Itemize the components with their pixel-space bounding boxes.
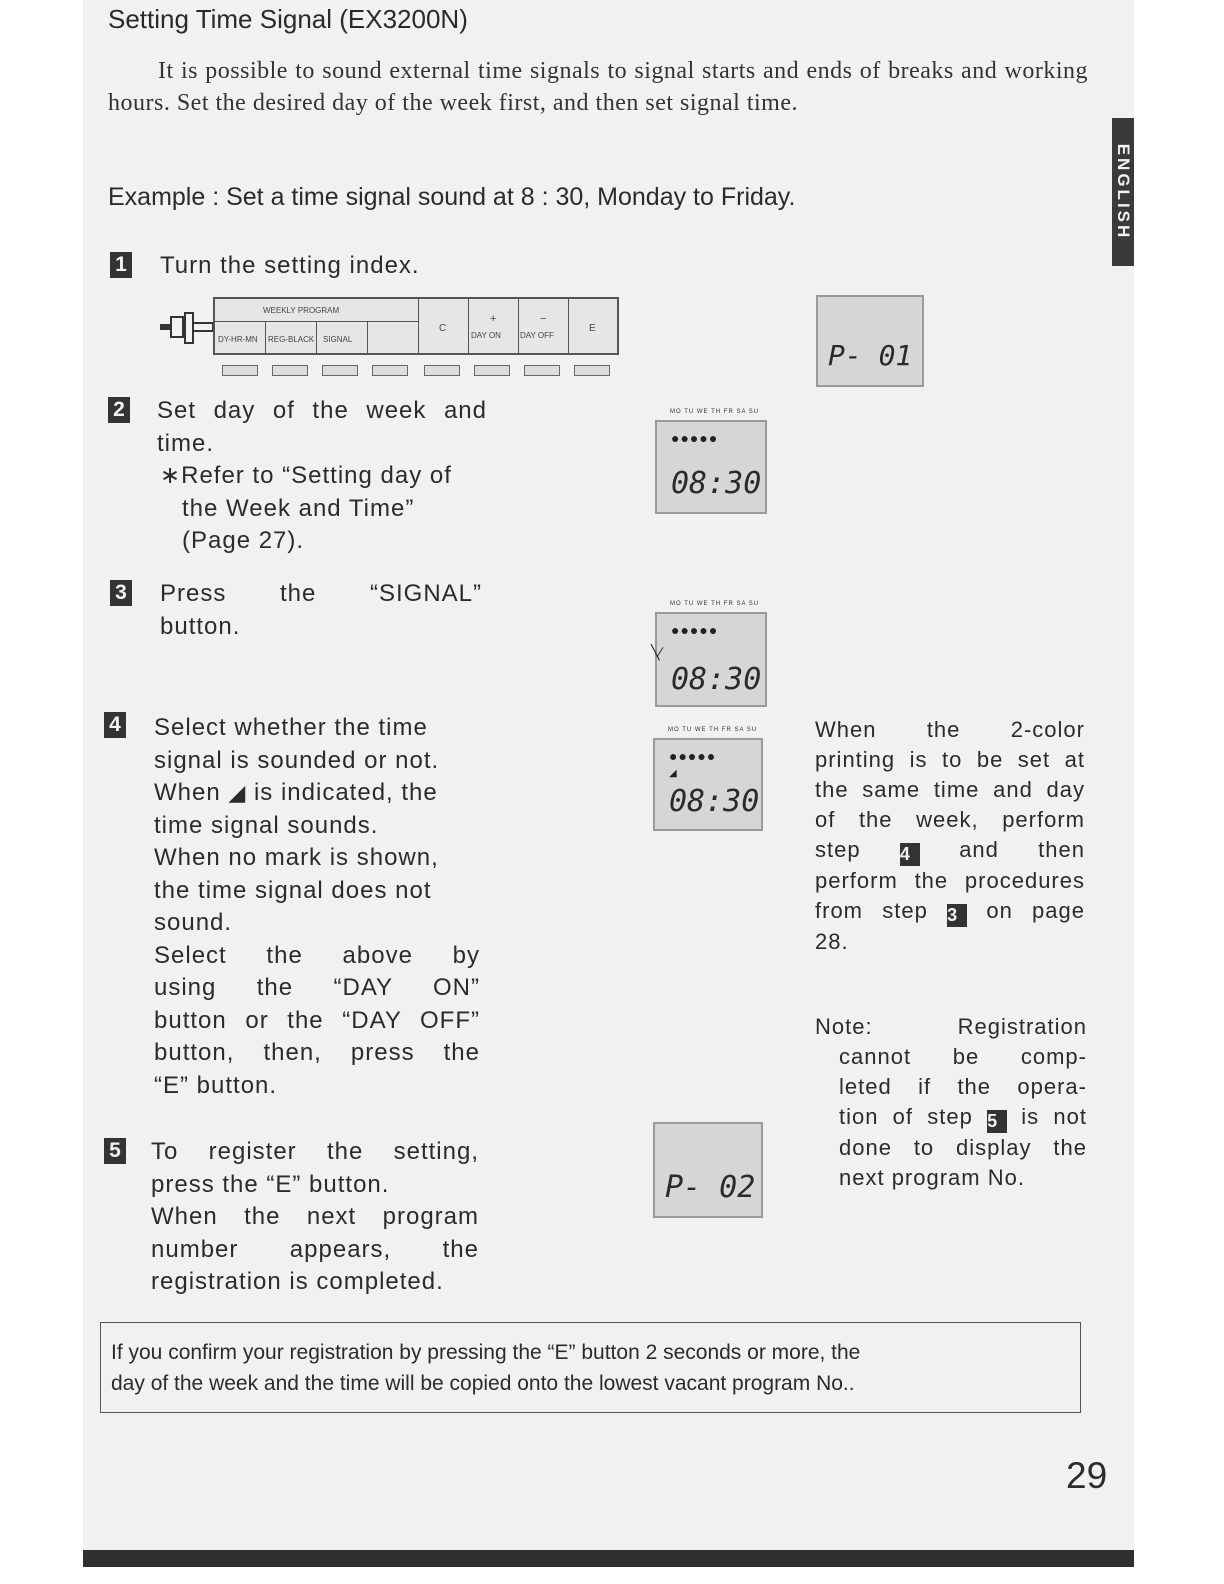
- panel-minus: −: [540, 313, 547, 325]
- step-ref-5: 5: [987, 1110, 1007, 1133]
- display-time-3: ●●●●● ◢ 08:30: [653, 738, 763, 831]
- panel-btn-c: C: [439, 323, 447, 334]
- panel-header: WEEKLY PROGRAM: [263, 306, 340, 315]
- step-ref-3: 3: [947, 904, 967, 927]
- step-4-text: Select whether the time signal is sounded or not. When ◢ is indicated, the time signal sounds. When no mark is shown, the time signal does not sound. Select the above by using the “DAY ON” button or the “DAY OFF” button, then, press the “E” button.: [154, 714, 480, 1099]
- control-panel: [213, 297, 619, 355]
- display-time-1: ●●●●● 08:30: [655, 420, 767, 514]
- two-color-note: When the 2-color printing is to be set at the same time and day of the week, perform step 4 and then perform the procedures from step 3 on page 28.: [815, 717, 1085, 954]
- step-3-number: 3: [110, 580, 132, 606]
- bell-blink-icon: ╲∕: [651, 644, 662, 660]
- days-row-1: MO TU WE TH FR SA SU: [670, 409, 760, 415]
- panel-btn-dayon: DAY ON: [471, 331, 501, 340]
- bell-icon: ◢: [228, 780, 247, 805]
- panel-btn-dayoff: DAY OFF: [520, 331, 554, 340]
- panel-btn-regblack: REG-BLACK: [268, 335, 315, 344]
- step-5-number: 5: [104, 1138, 126, 1164]
- step-3-text: Press the “SIGNAL” button.: [160, 580, 482, 640]
- display-p01: P- 01: [816, 295, 924, 387]
- panel-btn-e: E: [589, 323, 596, 334]
- intro-paragraph: It is possible to sound external time signals to signal starts and ends of breaks and working hours. Set the desired day of the week first, and then set signal time.: [108, 58, 1088, 116]
- setting-index-knob: [160, 310, 214, 346]
- page-title: Setting Time Signal (EX3200N): [108, 4, 468, 34]
- example-line: Example : Set a time signal sound at 8 : 30, Monday to Friday.: [108, 183, 796, 211]
- signal-mark-icon: ◢: [669, 768, 677, 779]
- display-time-2: ●●●●● ╲∕ 08:30: [655, 612, 767, 707]
- language-tab-label: ENGLISH: [1114, 143, 1133, 241]
- panel-plus: +: [490, 313, 497, 325]
- page-bottom-edge: [83, 1550, 1134, 1567]
- panel-btn-dyhrmn: DY-HR-MN: [218, 335, 258, 344]
- copy-registration-note: If you confirm your registration by pressing the “E” button 2 seconds or more, the day of the week and the time will be copied onto the lowest vacant program No..: [100, 1322, 1081, 1413]
- days-row-2: MO TU WE TH FR SA SU: [670, 601, 760, 607]
- page-number: 29: [1066, 1455, 1108, 1496]
- step-1-number: 1: [110, 252, 132, 278]
- panel-btn-signal: SIGNAL: [323, 335, 353, 344]
- step-2-number: 2: [108, 397, 130, 423]
- language-tab: [1112, 118, 1134, 266]
- display-p02: P- 02: [653, 1122, 763, 1218]
- step-4-number: 4: [104, 712, 126, 738]
- step-2-text: Set day of the week and time. ∗Refer to “Setting day of the Week and Time” (Page 27).: [157, 397, 487, 554]
- step-1-text: Turn the setting index.: [160, 252, 420, 279]
- days-row-3: MO TU WE TH FR SA SU: [668, 727, 758, 733]
- step-ref-4: 4: [900, 843, 920, 866]
- registration-note: Note: Registration cannot be comp- leted if the opera- tion of step 5 is not done to display the next program No.: [815, 1014, 1087, 1190]
- step-5-text: To register the setting, press the “E” button. When the next program number appears, the registration is completed.: [151, 1138, 479, 1295]
